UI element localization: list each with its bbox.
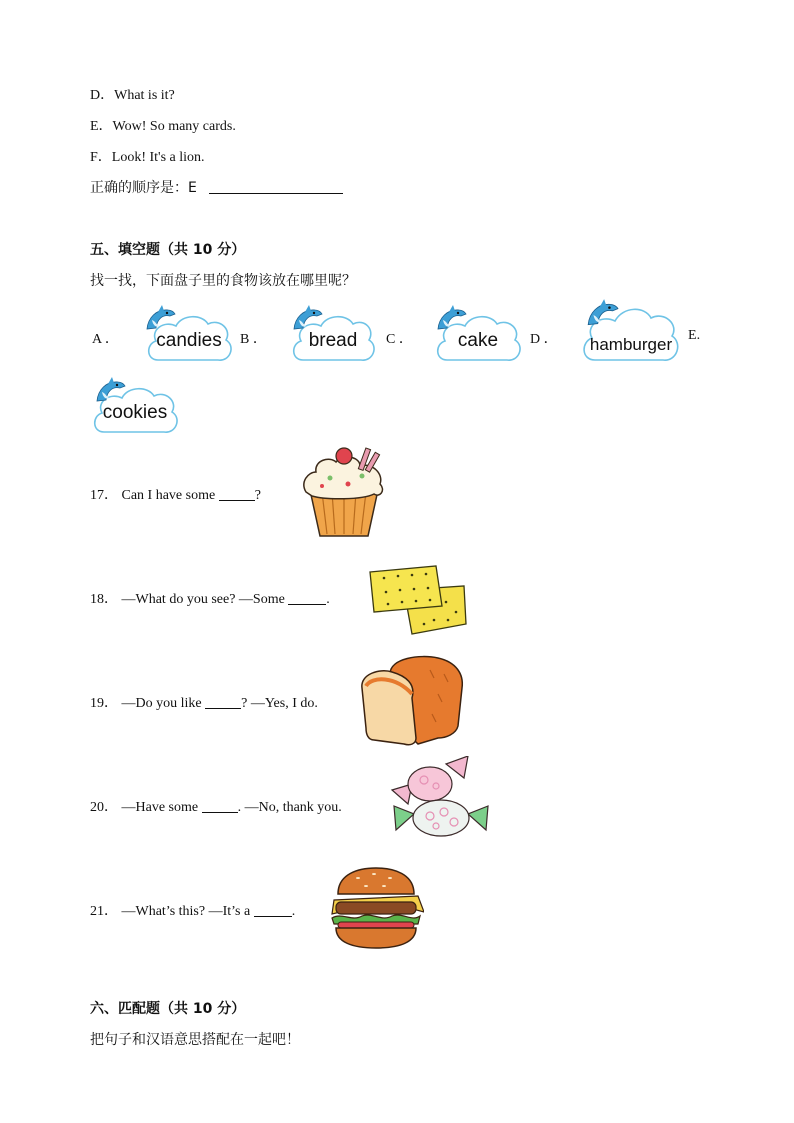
candies-icon xyxy=(384,756,490,838)
section6-instruction: 把句子和汉语意思搭配在一起吧！ xyxy=(90,1032,300,1048)
question-text-end: . xyxy=(291,904,296,919)
section5-instruction: 找一找，下面盘子里的食物该放在哪里呢？ xyxy=(90,273,356,289)
question-number: 21． xyxy=(90,904,118,919)
dolphin-icon xyxy=(585,298,619,330)
option-letter-e: E. xyxy=(688,328,701,343)
option-letter-b: B ． xyxy=(240,332,267,347)
cloud-word-cake: cake xyxy=(457,330,499,351)
question-number: 18． xyxy=(90,592,118,607)
question-text: —Have some xyxy=(121,800,202,815)
question-text: —Do you like xyxy=(121,696,206,711)
order-answer-line xyxy=(90,177,343,197)
section5-title: 五、填空题（共 10 分） xyxy=(90,242,246,258)
option-d-line: D．What is it? xyxy=(90,88,175,103)
answer-blank-21[interactable] xyxy=(254,902,292,917)
option-letter-a: A ． xyxy=(92,332,119,347)
question-text-end: ? —Yes, I do. xyxy=(241,696,318,711)
cloud-word-bread: bread xyxy=(308,330,358,351)
cupcake-icon xyxy=(300,442,388,540)
question-text: —What’s this? —It’s a xyxy=(121,904,254,919)
question-number: 19． xyxy=(90,696,118,711)
answer-blank-20[interactable] xyxy=(202,798,238,813)
question-text-end: ? xyxy=(254,488,261,503)
question-17 xyxy=(90,484,261,504)
question-text-end: . xyxy=(326,592,330,607)
question-19 xyxy=(90,692,318,712)
option-letter-c: C ． xyxy=(386,332,413,347)
question-text: Can I have some xyxy=(121,488,219,503)
word-cloud-cake xyxy=(433,308,523,366)
word-cloud-cookies xyxy=(90,380,180,438)
question-18 xyxy=(90,588,330,608)
cloud-word-hamburger: hamburger xyxy=(589,335,673,354)
question-number: 20． xyxy=(90,800,118,815)
cookies-icon xyxy=(364,562,470,638)
question-text-end: . —No, thank you. xyxy=(237,800,342,815)
section6-title: 六、匹配题（共 10 分） xyxy=(90,1001,246,1017)
order-label: 正确的顺序是：E xyxy=(90,180,197,196)
question-20 xyxy=(90,796,342,816)
word-cloud-hamburger xyxy=(579,300,683,366)
option-letter-d: D ． xyxy=(530,332,558,347)
question-text: —What do you see? —Some xyxy=(121,592,289,607)
answer-blank-17[interactable] xyxy=(219,486,255,501)
word-cloud-candies xyxy=(144,308,234,366)
question-21 xyxy=(90,900,295,920)
question-number: 17． xyxy=(90,488,118,503)
cloud-word-cookies: cookies xyxy=(102,402,168,423)
hamburger-icon xyxy=(328,866,424,950)
cloud-word-candies: candies xyxy=(156,330,222,351)
bread-icon xyxy=(360,654,468,748)
option-e-line: E．Wow! So many cards. xyxy=(90,119,236,134)
option-f-line: F．Look! It's a lion. xyxy=(90,150,205,165)
word-cloud-bread xyxy=(289,308,377,366)
answer-blank-19[interactable] xyxy=(205,694,241,709)
order-answer-blank[interactable] xyxy=(209,179,343,194)
answer-blank-18[interactable] xyxy=(288,590,326,605)
